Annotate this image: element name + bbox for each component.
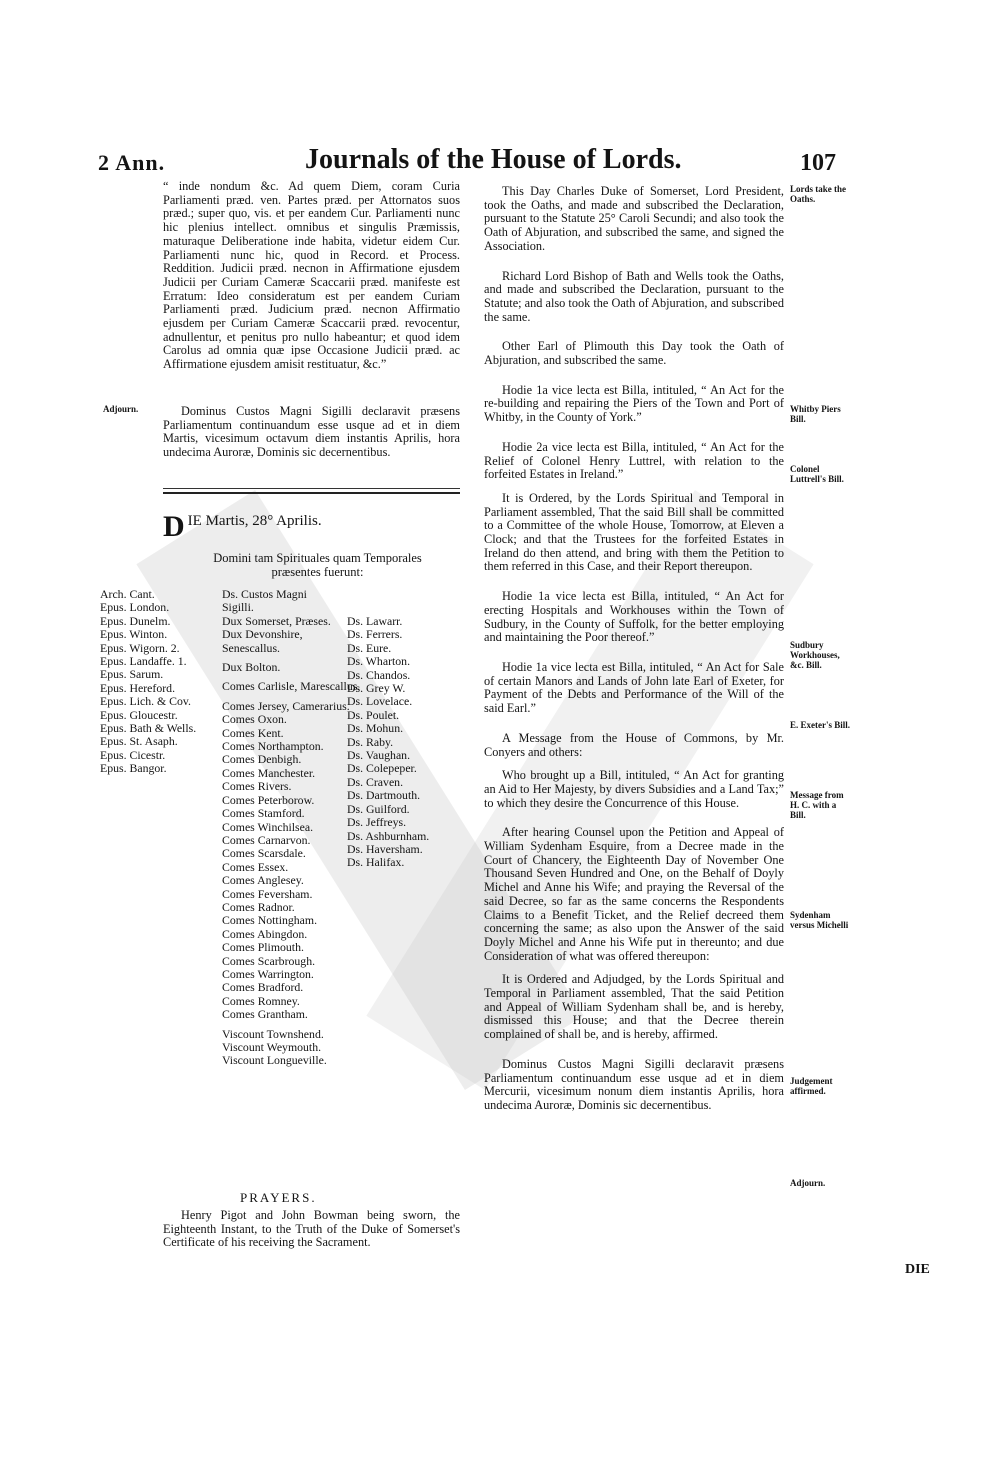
list-item: Comes Denbigh. xyxy=(222,752,302,767)
list-item: Comes Romney. xyxy=(222,993,300,1008)
bishops-list xyxy=(100,588,218,776)
list-item: Epus. St. Asaph. xyxy=(100,734,178,749)
list-item: Ds. Ashburnham. xyxy=(347,828,430,843)
list-item: Ds. Raby. xyxy=(347,734,394,749)
list-item: Comes Grantham. xyxy=(222,1007,308,1022)
list-item: Epus. Sarum. xyxy=(100,667,164,682)
list-item: Sigilli. xyxy=(222,600,254,615)
paragraph: It is Ordered and Adjudged, by the Lords Spiritual and Temporal in Parliament assembled, That the said Petition and Appeal of William Sydenham shall be, and is hereby, dismissed this House; and that the Decree therein complained of shall be, and is hereby, affirmed. xyxy=(484,972,784,1042)
list-item: Epus. Cicestr. xyxy=(100,747,166,762)
list-item: Viscount Longueville. xyxy=(222,1053,327,1068)
margin-note: Whitby Piers Bill. xyxy=(790,404,841,424)
list-item: Comes Scarsdale. xyxy=(222,846,306,861)
list-item: Epus. Bangor. xyxy=(100,761,167,776)
list-item: Comes Stamford. xyxy=(222,806,305,821)
margin-note: Adjourn. xyxy=(790,1178,826,1188)
list-item: Comes Warrington. xyxy=(222,966,314,981)
list-item: Ds. Lovelace. xyxy=(347,694,413,709)
paragraph: Hodie 2a vice lecta est Billa, intituled, “ An Act for the Relief of Colonel Henry Luttrel, with relation to the forfeited Estates in Ireland.” xyxy=(484,439,784,482)
list-item: Comes Oxon. xyxy=(222,712,287,727)
peers-list xyxy=(222,587,361,1068)
list-item: Ds. Craven. xyxy=(347,774,404,789)
margin-note-adjourn: Adjourn. xyxy=(103,404,139,414)
list-item: Epus. Dunelm. xyxy=(100,613,171,628)
adjourn-paragraph: Dominus Custos Magni Sigilli declaravit præsens Parliamentum continuandum esse usque ad et in diem Martis, vicesimum octavum diem instantis Aprilis, hora undecima Auroræ, Dominis sic decernentibus. xyxy=(163,404,460,460)
list-item: Ds. Eure. xyxy=(347,640,392,655)
paragraph: This Day Charles Duke of Somerset, Lord President, took the Oaths, and made and subscribed the Declaration, pursuant to the Statute 25° Caroli Secundi; and also took the Oath of Abjuration, and subscribed the same, and signed the Association. xyxy=(484,184,784,253)
list-item: Comes Nottingham. xyxy=(222,913,318,928)
list-item: Comes Essex. xyxy=(222,859,289,874)
paragraph: Hodie 1a vice lecta est Billa, intituled, “ An Act for erecting Hospitals and Workhouses within the Town of Sudbury, in the County of Suffolk, for the better employing and maintaining the Poor thereof.” xyxy=(484,589,784,645)
list-item: Comes Manchester. xyxy=(222,765,316,780)
list-item: Epus. Wigorn. 2. xyxy=(100,640,180,655)
list-item: Dux Bolton. xyxy=(222,660,281,675)
list-item: Ds. Lawarr. xyxy=(347,614,403,628)
list-item: Ds. Grey W. xyxy=(347,681,406,696)
list-item: Epus. Winton. xyxy=(100,627,168,642)
list-item: Comes Carlisle, Marescallus. xyxy=(222,679,361,694)
list-item: Senescallus. xyxy=(222,640,280,655)
list-item: Ds. Ferrers. xyxy=(347,627,403,642)
list-item: Comes Plimouth. xyxy=(222,940,304,955)
list-item: Dux Devonshire, xyxy=(222,627,303,642)
list-item: Comes Peterborow. xyxy=(222,792,315,807)
list-item: Comes Winchilsea. xyxy=(222,819,314,834)
paragraph: Richard Lord Bishop of Bath and Wells took the Oaths, and made and subscribed the Declaration, pursuant to the Statute; and also took the Oath of Abjuration, and subscribed the same. xyxy=(484,268,784,324)
list-item: Ds. Colepeper. xyxy=(347,761,417,776)
attendance-heading: Domini tam Spirituales quam Temporales præsentes fuerunt: xyxy=(213,551,422,579)
list-item: Ds. Guilford. xyxy=(347,801,410,816)
list-item: Ds. Custos Magni xyxy=(222,587,307,601)
list-item: Ds. Haversham. xyxy=(347,841,423,856)
list-item: Comes Scarbrough. xyxy=(222,953,316,968)
list-item: Comes Kent. xyxy=(222,725,284,740)
margin-note: Message from H. C. with a Bill. xyxy=(790,790,844,820)
catchword: DIE xyxy=(905,1262,930,1277)
list-item: Epus. Hereford. xyxy=(100,680,176,695)
list-item: Viscount Weymouth. xyxy=(222,1040,322,1054)
paragraph: After hearing Counsel upon the Petition and Appeal of William Sydenham Esquire, from a Decree made in the Court of Chancery, the Eighteenth Day of November One Thousand Seven Hundred and One, on the Behalf of Doyly Michel and Anne his Wife; and praying the Reversal of the said Decree, so far as the same concerns the Respondents Claims to a Benefit Ticket, and the Relief decreed them concerning the same; as also upon the Answer of the said Doyly Michel and Anne his Wife put in thereunto; and due Consideration of what was offered thereupon: xyxy=(484,825,784,963)
margin-note: Lords take the Oaths. xyxy=(790,184,846,204)
list-item: Ds. Vaughan. xyxy=(347,748,411,763)
paragraph: It is Ordered, by the Lords Spiritual and Temporal in Parliament assembled, That the said Bill shall be committed to a Committee of the whole House, Tomorrow, at Eleven a Clock; and that the Trustees for the forfeited Estates in Ireland do then attend, and bring with them the Petition to them referred in this Case, and their Report thereupon. xyxy=(484,490,784,574)
list-item: Comes Feversham. xyxy=(222,886,313,901)
margin-note: Sudbury Workhouses, &c. Bill. xyxy=(790,640,840,670)
paragraph: Who brought up a Bill, intituled, “ An Act for granting an Aid to Her Majesty, by divers Subsidies and a Land Tax;” to which they desire the Concurrence of this House. xyxy=(484,768,784,810)
list-item: Comes Abingdon. xyxy=(222,926,308,941)
paragraph: Hodie 1a vice lecta est Billa, intituled, “ An Act for Sale of certain Manors and Lands of John late Earl of Exeter, for Payment of the Debts and Performance of the Will of the said Earl.” xyxy=(484,659,784,716)
paragraph: Other Earl of Plimouth this Day took the Oath of Abjuration, and subscribed the same. xyxy=(484,339,784,368)
prayers-paragraph: Henry Pigot and John Bowman being sworn, the Eighteenth Instant, to the Truth of the Duke of Somerset's Certificate of his receiving the Sacrament. xyxy=(163,1208,460,1250)
day-heading xyxy=(163,510,322,543)
list-item: Ds. Mohun. xyxy=(347,721,404,736)
barons-list xyxy=(347,615,457,870)
list-item: Viscount Townshend. xyxy=(222,1026,324,1041)
right-column xyxy=(484,185,784,1123)
section-rule xyxy=(163,488,460,494)
list-item: Comes Jersey, Camerarius. xyxy=(222,698,350,713)
paragraph: Hodie 1a vice lecta est Billa, intituled, “ An Act for the re-building and repairing the Piers of the Town and Port of Whitby, in the County of York.” xyxy=(484,382,784,425)
margin-note: Sydenham versus Michelli xyxy=(790,910,849,930)
list-item: Epus. Bath & Wells. xyxy=(100,721,197,736)
list-item: Epus. Landaffe. 1. xyxy=(100,654,187,669)
prayers-heading: PRAYERS. xyxy=(240,1190,317,1205)
list-item: Comes Anglesey. xyxy=(222,873,304,888)
list-item: Comes Rivers. xyxy=(222,779,292,794)
day-heading-text: IE Martis, 28° Aprilis. xyxy=(187,513,322,529)
running-head-left: 2 Ann. xyxy=(98,150,166,175)
drop-cap: D xyxy=(163,510,185,543)
list-item: Epus. Gloucestr. xyxy=(100,707,178,722)
list-item: Comes Northampton. xyxy=(222,739,324,754)
list-item: Ds. Halifax. xyxy=(347,855,405,870)
list-item: Epus. London. xyxy=(100,600,170,615)
list-item: Ds. Wharton. xyxy=(347,654,411,669)
list-item: Dux Somerset, Præses. xyxy=(222,613,331,628)
page-number: 107 xyxy=(800,150,836,176)
list-item: Arch. Cant. xyxy=(100,587,155,601)
list-item: Ds. Dartmouth. xyxy=(347,788,421,803)
margin-note: Colonel Luttrell's Bill. xyxy=(790,464,844,484)
quoted-judgment: “ inde nondum &c. Ad quem Diem, coram Curia Parliamenti præd. ven. Partes præd. per Attornatos suos præd.; super quo, vis. et per eandem Cur. Parliamenti nunc hic plenius intellect. omnibus et singulis Præmissis, maturaque Deliberatione inde habita, videtur eidem Cur. Parliamenti nunc hic, quod in Record. et Process. Reddition. Judicii præd. necnon in Affirmatione ejusdem Judicii per Curiam Cameræ Scaccarii præd. manifeste est Erratum: Ideo consideratum est per eandem Curiam Parliamenti præd. Judicium præd. necnon Affirmatio ejusdem per Curiam Cameræ Scaccarii præd. revocentur, adnullentur, et penitus pro nullo habeantur; et quod idem Carolus ad omnia quæ ipse Occasione Judicii præd. ac Affirmatione ejusdem amisit restituatur, &c.” xyxy=(163,179,460,372)
list-item: Epus. Lich. & Cov. xyxy=(100,694,191,709)
margin-note: E. Exeter's Bill. xyxy=(790,720,850,730)
list-item: Ds. Chandos. xyxy=(347,667,411,682)
paragraph: A Message from the House of Commons, by Mr. Conyers and others: xyxy=(484,730,784,759)
list-item: Ds. Jeffreys. xyxy=(347,815,407,830)
list-item: Comes Carnarvon. xyxy=(222,832,311,847)
margin-note: Judgement affirmed. xyxy=(790,1076,833,1096)
paragraph: Dominus Custos Magni Sigilli declaravit præsens Parliamentum continuandum esse usque ad et in diem Mercurii, vicesimum nonum diem instantis Aprilis, hora undecima Auroræ, Dominis sic decernentibus. xyxy=(484,1056,784,1112)
list-item: Ds. Poulet. xyxy=(347,707,400,722)
running-title: Journals of the House of Lords. xyxy=(305,144,682,175)
list-item: Comes Bradford. xyxy=(222,980,304,995)
list-item: Comes Radnor. xyxy=(222,899,295,914)
